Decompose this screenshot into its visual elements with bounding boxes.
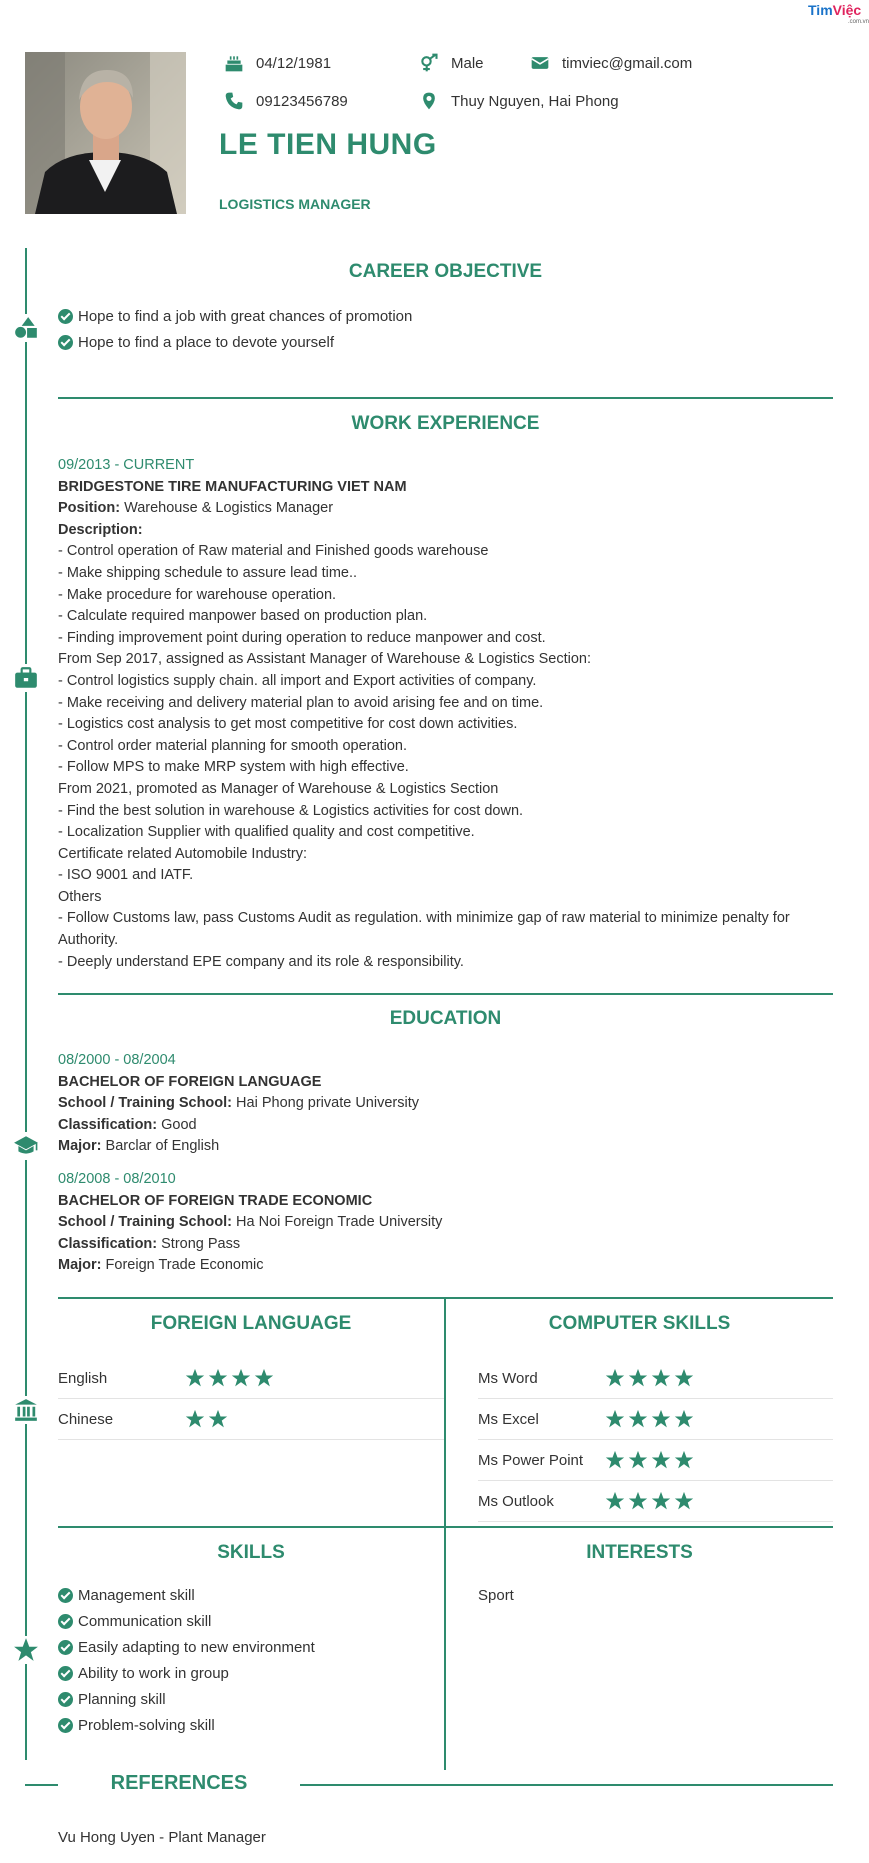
description-line: - Make shipping schedule to assure lead time.. bbox=[58, 564, 358, 581]
candidate-name: LE TIEN HUNG bbox=[219, 128, 437, 161]
cake-icon bbox=[224, 53, 244, 73]
references-text: Vu Hong Uyen - Plant Manager bbox=[58, 1829, 266, 1846]
map-pin-icon bbox=[419, 91, 439, 111]
description-line: Others bbox=[58, 888, 102, 905]
star-icon bbox=[254, 1368, 274, 1388]
skill-name: Chinese bbox=[58, 1410, 114, 1428]
references-title: REFERENCES bbox=[110, 1772, 248, 1794]
work-date: 09/2013 - CURRENT bbox=[58, 457, 195, 473]
education-entry bbox=[58, 1169, 833, 1277]
phone: 09123456789 bbox=[224, 91, 348, 111]
star-rating bbox=[605, 1491, 697, 1511]
graduation-cap-icon bbox=[12, 1132, 40, 1160]
star-icon bbox=[674, 1450, 694, 1470]
classification-line: Classification: Good bbox=[58, 1116, 197, 1133]
description-line: - Deeply understand EPE company and its role & responsibility. bbox=[58, 953, 464, 970]
timviec-logo: TimViệc bbox=[808, 2, 862, 18]
check-icon bbox=[58, 1588, 73, 1603]
description-line: - ISO 9001 and IATF. bbox=[58, 867, 194, 884]
divider bbox=[25, 1784, 58, 1786]
star-rating bbox=[605, 1368, 697, 1388]
star-rating bbox=[605, 1450, 697, 1470]
skill-row bbox=[478, 1399, 833, 1440]
career-objective-list bbox=[58, 303, 412, 355]
description-line: From 2021, promoted as Manager of Warehouse & Logistics Section bbox=[58, 780, 499, 797]
work-experience-title: WORK EXPERIENCE bbox=[351, 413, 540, 434]
skill-row bbox=[58, 1399, 444, 1440]
shapes-icon bbox=[12, 314, 40, 342]
skills-title: SKILLS bbox=[217, 1542, 285, 1563]
star-icon bbox=[651, 1491, 671, 1511]
star-icon bbox=[605, 1450, 625, 1470]
company-name: BRIDGESTONE TIRE MANUFACTURING VIET NAM bbox=[58, 478, 407, 495]
description-line: - Localization Supplier with qualified quality and cost competitive. bbox=[58, 824, 475, 841]
school-line: School / Training School: Ha Noi Foreign Trade University bbox=[58, 1214, 443, 1231]
skill-row bbox=[478, 1440, 833, 1481]
foreign-language-title: FOREIGN LANGUAGE bbox=[150, 1313, 352, 1334]
star-icon bbox=[12, 1636, 40, 1664]
star-icon bbox=[628, 1368, 648, 1388]
education-date: 08/2008 - 08/2010 bbox=[58, 1171, 176, 1187]
star-icon bbox=[651, 1409, 671, 1429]
description-line: Certificate related Automobile Industry: bbox=[58, 845, 308, 862]
star-icon bbox=[605, 1409, 625, 1429]
list-item: Easily adapting to new environment bbox=[58, 1634, 315, 1660]
timeline-line bbox=[25, 248, 27, 1760]
star-icon bbox=[628, 1491, 648, 1511]
column-divider bbox=[444, 1297, 446, 1770]
divider bbox=[300, 1784, 833, 1786]
interests-title: INTERESTS bbox=[586, 1542, 693, 1563]
skill-row bbox=[478, 1358, 833, 1399]
major-line: Major: Foreign Trade Economic bbox=[58, 1257, 264, 1274]
description-line: - Control operation of Raw material and Finished goods warehouse bbox=[58, 543, 489, 560]
bank-icon bbox=[12, 1396, 40, 1424]
star-icon bbox=[231, 1368, 251, 1388]
skill-row bbox=[478, 1481, 833, 1522]
description-line: - Logistics cost analysis to get most competitive for cost down activities. bbox=[58, 716, 518, 733]
briefcase-icon bbox=[12, 664, 40, 692]
logo-subtext: .com.vn bbox=[848, 19, 869, 25]
divider bbox=[58, 1526, 833, 1528]
list-item: Management skill bbox=[58, 1582, 315, 1608]
skill-name: English bbox=[58, 1369, 108, 1387]
education-title: EDUCATION bbox=[389, 1008, 502, 1029]
description-line: - Control order material planning for smooth operation. bbox=[58, 737, 407, 754]
computer-skills-title: COMPUTER SKILLS bbox=[548, 1313, 731, 1334]
email: timviec@gmail.com bbox=[530, 53, 692, 73]
degree-name: BACHELOR OF FOREIGN TRADE ECONOMIC bbox=[58, 1192, 373, 1209]
star-icon bbox=[674, 1409, 694, 1429]
skills-list bbox=[58, 1582, 315, 1738]
school-line: School / Training School: Hai Phong private University bbox=[58, 1095, 419, 1112]
profile-photo bbox=[25, 52, 186, 214]
list-item: Ability to work in group bbox=[58, 1660, 315, 1686]
star-icon bbox=[628, 1450, 648, 1470]
education-entry bbox=[58, 1050, 833, 1158]
star-rating bbox=[605, 1409, 697, 1429]
star-icon bbox=[674, 1491, 694, 1511]
description-line: - Finding improvement point during operation to reduce manpower and cost. bbox=[58, 629, 546, 646]
description-line: - Calculate required manpower based on production plan. bbox=[58, 608, 428, 625]
position-line: Position: Warehouse & Logistics Manager bbox=[58, 500, 334, 517]
description-line: From Sep 2017, assigned as Assistant Manager of Warehouse & Logistics Section: bbox=[58, 651, 592, 668]
description-line: - Find the best solution in warehouse & Logistics activities for cost down. bbox=[58, 802, 524, 819]
check-icon bbox=[58, 1614, 73, 1629]
star-icon bbox=[651, 1368, 671, 1388]
phone-icon bbox=[224, 91, 244, 111]
list-item: Communication skill bbox=[58, 1608, 315, 1634]
education-date: 08/2000 - 08/2004 bbox=[58, 1052, 176, 1068]
star-icon bbox=[208, 1409, 228, 1429]
check-icon bbox=[58, 335, 73, 350]
star-icon bbox=[674, 1368, 694, 1388]
birthday: 04/12/1981 bbox=[224, 53, 331, 73]
address: Thuy Nguyen, Hai Phong bbox=[419, 91, 619, 111]
gender: Male bbox=[419, 53, 484, 73]
star-icon bbox=[208, 1368, 228, 1388]
description-line: - Control logistics supply chain. all import and Export activities of company. bbox=[58, 672, 537, 689]
description-line: - Follow Customs law, pass Customs Audit as regulation. with minimize gap of raw material to minimize penalty for Authority. bbox=[58, 910, 790, 949]
interests-text: Sport bbox=[478, 1587, 514, 1604]
star-icon bbox=[651, 1450, 671, 1470]
skill-name: Ms Excel bbox=[478, 1410, 539, 1428]
check-icon bbox=[58, 1692, 73, 1707]
major-line: Major: Barclar of English bbox=[58, 1138, 220, 1155]
list-item: Problem-solving skill bbox=[58, 1712, 315, 1738]
gender-icon bbox=[419, 53, 439, 73]
description-line: - Make procedure for warehouse operation. bbox=[58, 586, 337, 603]
classification-line: Classification: Strong Pass bbox=[58, 1235, 241, 1252]
list-item: Planning skill bbox=[58, 1686, 315, 1712]
description-line: - Follow MPS to make MRP system with high effective. bbox=[58, 759, 409, 776]
career-objective-title: CAREER OBJECTIVE bbox=[348, 261, 543, 282]
list-item: Hope to find a place to devote yourself bbox=[58, 329, 412, 355]
divider bbox=[58, 993, 833, 995]
check-icon bbox=[58, 1666, 73, 1681]
star-rating bbox=[185, 1409, 231, 1429]
description-label: Description: bbox=[58, 521, 143, 538]
job-title: LOGISTICS MANAGER bbox=[219, 196, 371, 212]
skill-name: Ms Power Point bbox=[478, 1451, 584, 1469]
skill-name: Ms Outlook bbox=[478, 1492, 554, 1510]
star-rating bbox=[185, 1368, 277, 1388]
skill-row bbox=[58, 1358, 444, 1399]
degree-name: BACHELOR OF FOREIGN LANGUAGE bbox=[58, 1073, 322, 1090]
star-icon bbox=[605, 1491, 625, 1511]
skill-name: Ms Word bbox=[478, 1369, 538, 1387]
star-icon bbox=[605, 1368, 625, 1388]
envelope-icon bbox=[530, 53, 550, 73]
list-item: Hope to find a job with great chances of promotion bbox=[58, 303, 412, 329]
star-icon bbox=[185, 1409, 205, 1429]
check-icon bbox=[58, 1640, 73, 1655]
description-line: - Make receiving and delivery material plan to avoid arising fee and on time. bbox=[58, 694, 544, 711]
work-experience-entry bbox=[58, 455, 833, 973]
check-icon bbox=[58, 309, 73, 324]
star-icon bbox=[185, 1368, 205, 1388]
divider bbox=[58, 397, 833, 399]
check-icon bbox=[58, 1718, 73, 1733]
star-icon bbox=[628, 1409, 648, 1429]
